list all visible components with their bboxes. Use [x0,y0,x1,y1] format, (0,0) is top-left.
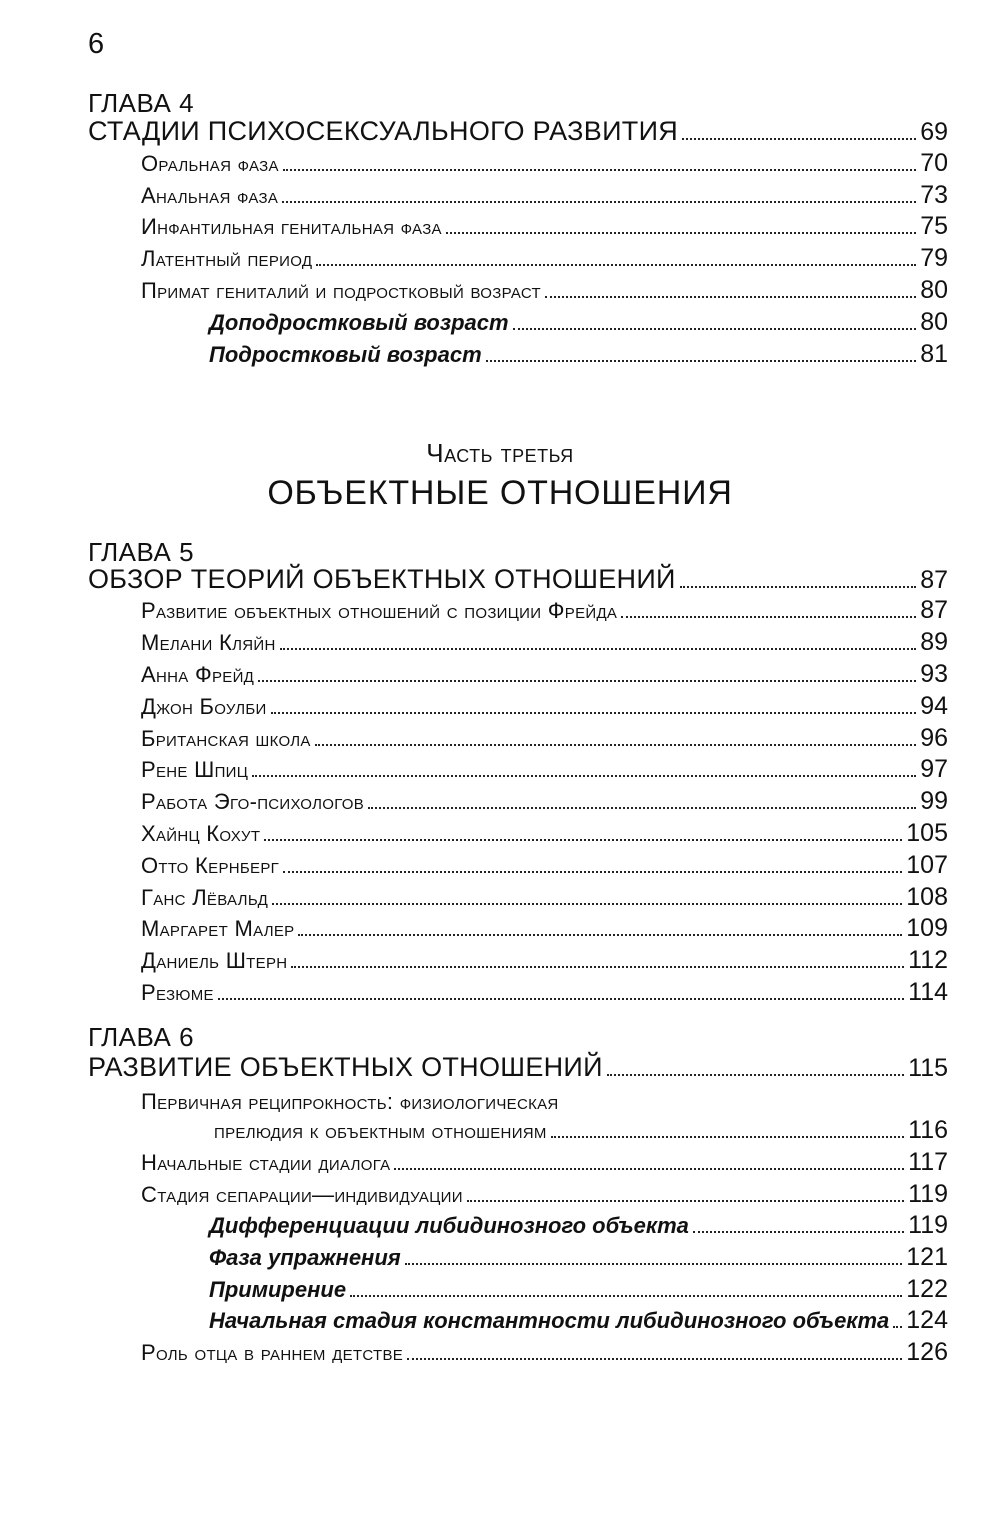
entry-page: 105 [906,819,948,847]
entry-title: Начальные стадии диалога [141,1150,391,1175]
leader-dots [513,308,917,330]
toc-entry [141,978,948,1010]
leader-dots [693,1211,904,1233]
toc-entry [141,596,948,628]
entry-page: 96 [920,724,948,752]
leader-dots [271,692,917,714]
entry-page: 73 [920,181,948,209]
chapter-6-page: 115 [908,1054,948,1082]
toc-entry [141,660,948,692]
chapter-5-page: 87 [920,566,948,594]
leader-dots [545,276,916,298]
entry-title: Инфантильная генитальная фаза [141,214,442,239]
part-title: ОБЪЕКТНЫЕ ОТНОШЕНИЯ [267,474,733,512]
leader-dots [298,914,902,936]
entry-page: 116 [908,1116,948,1144]
toc-entry [141,244,948,276]
entry-title: Латентный период [141,246,313,271]
entry-page: 75 [920,212,948,240]
entry-page: 97 [920,755,948,783]
entry-title: Мелани Кляйн [141,630,276,655]
toc-entry [141,692,948,724]
entry-title: Доподростковый возраст [209,310,509,335]
entry-page: 87 [920,596,948,624]
chapter-4-page: 69 [920,118,948,146]
leader-dots [405,1243,903,1265]
leader-dots [282,181,916,203]
toc-entry [141,1148,948,1180]
toc-entry [141,946,948,978]
entry-page: 126 [906,1338,948,1366]
leader-dots [607,1054,904,1076]
entry-title: Фаза упражнения [209,1245,401,1270]
entry-title: Дифференциации либидинозного объекта [209,1213,689,1238]
entry-title: Работа Эго-психологов [141,789,365,814]
leader-dots [264,819,902,841]
toc-subentry [209,340,948,372]
leader-dots [252,755,916,777]
leader-dots [283,149,916,171]
chapter-5-title-row [88,564,948,596]
leader-dots [680,566,916,588]
leader-dots [394,1148,904,1170]
entry-title: Анна Фрейд [141,662,255,687]
entry-page: 70 [920,149,948,177]
leader-dots [368,787,916,809]
entry-page: 122 [906,1275,948,1303]
entry-title: Примирение [209,1277,347,1302]
toc-subentry [209,308,948,340]
toc-entry [141,149,948,181]
chapter-5-label: ГЛАВА 5 [88,537,195,567]
chapter-4-title-row [88,116,948,148]
chapter-6-title: РАЗВИТИЕ ОБЪЕКТНЫХ ОТНОШЕНИЙ [88,1052,603,1082]
chapter-5-title: ОБЗОР ТЕОРИЙ ОБЪЕКТНЫХ ОТНОШЕНИЙ [88,564,676,594]
entry-page: 124 [906,1306,948,1334]
entry-page: 93 [920,660,948,688]
entry-title-continued: прелюдия к объектным отношениям [214,1118,547,1143]
entry-page: 109 [906,914,948,942]
entry-title: Развитие объектных отношений с позиции Фрейда [141,598,618,623]
entry-title: Роль отца в раннем детстве [141,1340,404,1365]
leader-dots [283,851,902,873]
chapter-6-label: ГЛАВА 6 [88,1022,195,1052]
entry-title: Оральная фаза [141,151,279,176]
entry-title: Маргарет Малер [141,916,295,941]
entry-title: Стадия сепарации—индивидуации [141,1182,463,1207]
entry-page: 119 [908,1211,948,1239]
entry-title: Даниель Штерн [141,948,288,973]
leader-dots [350,1275,902,1297]
entry-page: 80 [920,308,948,336]
leader-dots [446,212,916,234]
entry-title: Джон Боулби [141,694,267,719]
entry-page: 81 [920,340,948,368]
leader-dots [486,340,917,362]
chapter-4-label: ГЛАВА 4 [88,88,195,118]
entry-title: Подростковый возраст [209,342,482,367]
toc-entry [141,276,948,308]
entry-page: 89 [920,628,948,656]
entry-title: Ганс Лёвальд [141,885,269,910]
entry-title: Британская школа [141,726,311,751]
leader-dots [893,1306,902,1328]
leader-dots [272,883,902,905]
toc-entry [141,883,948,915]
entry-page: 117 [908,1148,948,1176]
toc-entry [141,212,948,244]
toc-entry [141,851,948,883]
toc-entry [141,787,948,819]
toc-entry [141,914,948,946]
toc-subentry [209,1243,948,1275]
page-number: 6 [88,28,105,60]
chapter-6-title-row [88,1052,948,1084]
entry-title: Хайнц Кохут [141,821,261,846]
toc-subentry [209,1306,948,1338]
toc-entry-continued [214,1116,948,1148]
toc-entry [141,181,948,213]
leader-dots [682,118,916,140]
entry-page: 107 [906,851,948,879]
entry-page: 108 [906,883,948,911]
toc-entry [141,724,948,756]
toc-entry [141,755,948,787]
entry-title: Рене Шпиц [141,757,249,782]
entry-page: 99 [920,787,948,815]
entry-title: Примат гениталий и подростковый возраст [141,278,541,303]
entry-title: Анальная фаза [141,183,279,208]
entry-page: 80 [920,276,948,304]
toc-subentry [209,1211,948,1243]
leader-dots [621,596,916,618]
entry-page: 94 [920,692,948,720]
entry-page: 121 [906,1243,948,1271]
leader-dots [218,978,904,1000]
toc-entry [141,1180,948,1212]
leader-dots [258,660,916,682]
entry-title: Отто Кернберг [141,853,280,878]
toc-subentry [209,1275,948,1307]
leader-dots [291,946,904,968]
leader-dots [315,724,916,746]
leader-dots [316,244,916,266]
leader-dots [407,1338,902,1360]
toc-entry [141,628,948,660]
leader-dots [280,628,917,650]
part-label: Часть третья [426,438,574,468]
entry-page: 119 [908,1180,948,1208]
entry-page: 79 [920,244,948,272]
entry-page: 114 [908,978,948,1006]
chapter-4-title: СТАДИИ ПСИХОСЕКСУАЛЬНОГО РАЗВИТИЯ [88,116,679,146]
leader-dots [551,1116,904,1138]
toc-entry [141,819,948,851]
entry-title: Первичная реципрокность: физиологическая [141,1089,559,1114]
entry-title: Резюме [141,980,214,1005]
entry-title: Начальная стадия константности либидинозного объекта [209,1308,890,1333]
entry-page: 112 [908,946,948,974]
toc-entry [141,1338,948,1370]
leader-dots [467,1180,904,1202]
